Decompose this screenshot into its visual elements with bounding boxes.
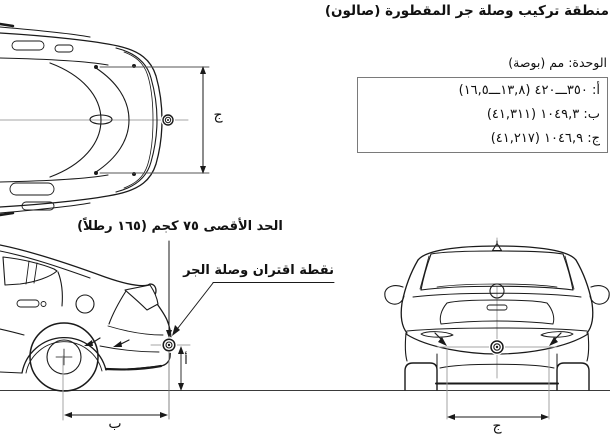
dimension-label-c-top: ج xyxy=(213,107,223,123)
side-view-car xyxy=(0,245,171,391)
right-wheel xyxy=(557,363,589,390)
spec-row-c: ج: ١٠٤٦,٩ (٤١,٢١٧) xyxy=(490,131,600,146)
dimension-b xyxy=(63,352,169,420)
mounting-point-arrows-side xyxy=(84,338,129,347)
shark-fin-antenna xyxy=(493,244,502,251)
hitch-target-icon-side xyxy=(161,337,177,353)
max-load-callout: الحد الأقصى ٧٥ كجم (١٦٥ رطلاً) xyxy=(77,219,283,234)
top-view-car xyxy=(0,24,188,215)
dimension-spec-box xyxy=(357,77,608,153)
door-handle xyxy=(17,300,39,307)
dimension-label-b: ب xyxy=(108,416,122,432)
fuel-door xyxy=(76,295,94,313)
coupling-point-callout: نقطة اقتران وصلة الجر xyxy=(183,263,334,278)
spec-row-b: ب: ١٠٤٩,٣ (٤١,٣١١) xyxy=(486,107,600,122)
right-mirror xyxy=(590,286,609,305)
left-wheel xyxy=(405,363,437,390)
spec-row-a: أ: ٣٥٠ـــ٤٢٠ (١٣,٨ـــ١٦,٥) xyxy=(458,83,600,98)
taillight xyxy=(125,285,158,310)
page-title: منطقة تركيب وصلة جر المقطورة (صالون) xyxy=(324,3,609,19)
dimension-label-a: أ xyxy=(184,352,188,367)
rear-view-car xyxy=(385,238,609,390)
hitch-target-icon-top xyxy=(161,113,175,127)
left-mirror xyxy=(385,286,404,305)
max-load-leader xyxy=(166,241,172,338)
hitch-target-icon-rear xyxy=(489,339,505,355)
coupling-point-leader xyxy=(172,283,334,337)
unit-label: الوحدة: مم (بوصة) xyxy=(508,55,607,70)
dimension-label-c-rear: ج xyxy=(492,418,502,434)
